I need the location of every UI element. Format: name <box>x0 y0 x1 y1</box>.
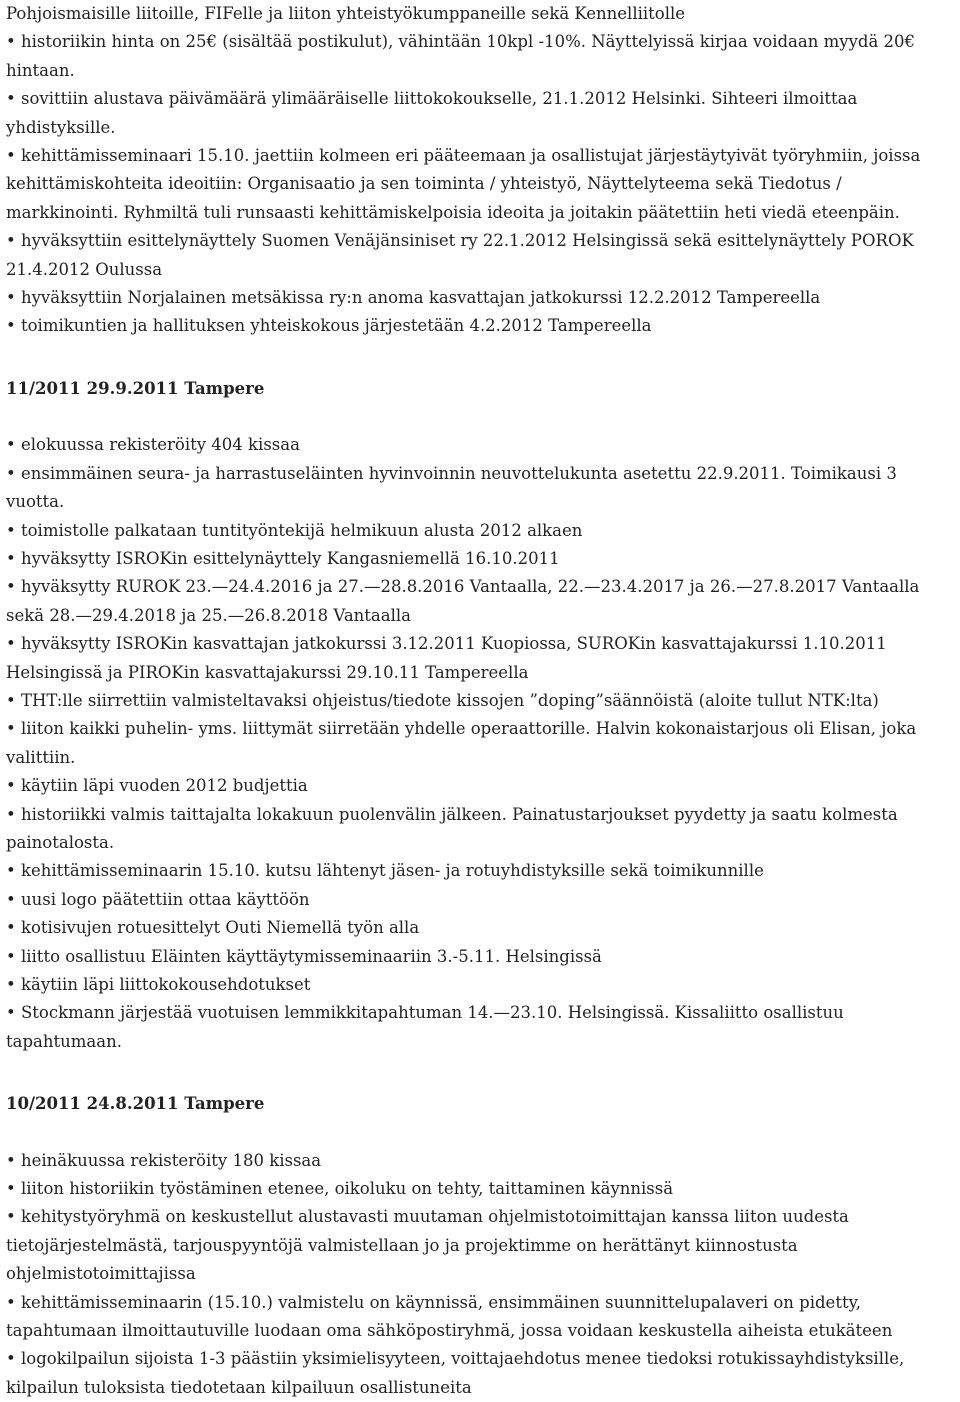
text-line: • historiikin hinta on 25€ (sisältää postikulut), vähintään 10kpl -10%. Näyttelyissä kirjaa voidaan myydä 20€ <box>6 32 916 52</box>
spacer <box>6 1119 954 1147</box>
text-line: markkinointi. Ryhmiltä tuli runsaasti kehittämiskelpoisia ideoita ja joitakin päätettiin heti viedä eteenpäin. <box>6 202 900 222</box>
list-item: • liiton historiikin työstäminen etenee, oikoluku on tehty, taittaminen käynnissä <box>6 1179 674 1199</box>
list-item: tapahtumaan ilmoittautuville luodaan oma sähköpostiryhmä, jossa voidaan keskustella aiheista etukäteen <box>6 1321 893 1341</box>
spacer <box>6 403 954 431</box>
list-item: sekä 28.—29.4.2018 ja 25.—26.8.2018 Vantaalla <box>6 605 411 625</box>
text-line: • sovittiin alustava päivämäärä ylimääräiselle liittokokoukselle, 21.1.2012 Helsinki. Sihteeri ilmoittaa <box>6 89 858 109</box>
list-item: vuotta. <box>6 492 65 512</box>
list-item: valittiin. <box>6 747 76 767</box>
text-line: yhdistyksille. <box>6 117 116 137</box>
list-item: • kehittämisseminaarin 15.10. kutsu lähtenyt jäsen- ja rotuyhdistyksille sekä toimikunnille <box>6 861 764 881</box>
list-item: • hyväksytty ISROKin kasvattajan jatkokurssi 3.12.2011 Kuopiossa, SUROKin kasvattajakurssi 1.10.2011 <box>6 634 887 654</box>
section-heading: 11/2011 29.9.2011 Tampere <box>6 378 265 398</box>
list-item: Helsingissä ja PIROKin kasvattajakurssi 29.10.11 Tampereella <box>6 662 529 682</box>
text-line: kehittämiskohteita ideoitiin: Organisaatio ja sen toiminta / yhteistyö, Näyttelyteema sekä Tiedotus / <box>6 174 842 194</box>
text-line: hintaan. <box>6 60 75 80</box>
list-item: • hyväksytty RUROK 23.—24.4.2016 ja 27.—28.8.2016 Vantaalla, 22.—23.4.2017 ja 26.—27.8.2017 Vantaalla <box>6 577 920 597</box>
text-line: Pohjoismaisille liitoille, FIFelle ja liiton yhteistyökumppaneille sekä Kennelliitolle <box>6 4 686 23</box>
list-item: • uusi logo päätettiin ottaa käyttöön <box>6 889 310 909</box>
top-section <box>6 0 954 341</box>
text-line: • hyväksyttiin Norjalainen metsäkissa ry:n anoma kasvattajan jatkokurssi 12.2.2012 Tampereella <box>6 288 821 308</box>
list-item: • Stockmann järjestää vuotuisen lemmikkitapahtuman 14.—23.10. Helsingissä. Kissaliitto osallistuu <box>6 1003 844 1023</box>
section-10-2011 <box>6 1090 954 1402</box>
list-item: • elokuussa rekisteröity 404 kissaa <box>6 435 300 455</box>
text-line: • toimikuntien ja hallituksen yhteiskokous järjestetään 4.2.2012 Tampereella <box>6 316 652 336</box>
list-item: • kehittämisseminaarin (15.10.) valmistelu on käynnissä, ensimmäinen suunnittelupalaveri on pidetty, <box>6 1292 861 1312</box>
list-item: • käytiin läpi vuoden 2012 budjettia <box>6 776 308 796</box>
list-item: • toimistolle palkataan tuntityöntekijä helmikuun alusta 2012 alkaen <box>6 520 583 540</box>
list-item: • liiton kaikki puhelin- yms. liittymät siirretään yhdelle operaattorille. Halvin kokonaistarjous oli Elisan, joka <box>6 719 917 739</box>
list-item: • liitto osallistuu Eläinten käyttäytymisseminaariin 3.-5.11. Helsingissä <box>6 946 602 966</box>
spacer <box>6 1056 954 1090</box>
list-item: kilpailun tuloksista tiedotetaan kilpailuun osallistuneita <box>6 1377 472 1397</box>
spacer <box>6 341 954 375</box>
list-item: tietojärjestelmästä, tarjouspyyntöjä valmistellaan jo ja projektimme on herättänyt kiinnostusta <box>6 1235 798 1255</box>
text-line: 21.4.2012 Oulussa <box>6 259 163 279</box>
list-item: • kotisivujen rotuesittelyt Outi Niemellä työn alla <box>6 918 420 938</box>
list-item: • kehitystyöryhmä on keskustellut alustavasti muutaman ohjelmistotoimittajan kanssa liiton uudesta <box>6 1207 849 1227</box>
list-item: ohjelmistotoimittajissa <box>6 1264 196 1284</box>
list-item: • THT:lle siirrettiin valmisteltavaksi ohjeistus/tiedote kissojen ”doping”säännöistä (aloite tullut NTK:lta) <box>6 690 879 710</box>
list-item: • heinäkuussa rekisteröity 180 kissaa <box>6 1150 322 1170</box>
list-item: tapahtumaan. <box>6 1031 122 1051</box>
text-line: • kehittämisseminaari 15.10. jaettiin kolmeen eri pääteemaan ja osallistujat järjestäytyivät työryhmiin, joissa <box>6 146 921 166</box>
list-item: • hyväksytty ISROKin esittelynäyttely Kangasniemellä 16.10.2011 <box>6 548 560 568</box>
list-item: • ensimmäinen seura- ja harrastuseläinten hyvinvoinnin neuvottelukunta asetettu 22.9.2011. Toimikausi 3 <box>6 463 897 483</box>
text-line: • hyväksyttiin esittelynäyttely Suomen Venäjänsiniset ry 22.1.2012 Helsingissä sekä esittelynäyttely POROK <box>6 231 914 251</box>
list-item: • logokilpailun sijoista 1-3 päästiin yksimielisyyteen, voittajaehdotus menee tiedoksi rotukissayhdistyksille, <box>6 1349 905 1369</box>
list-item: painotalosta. <box>6 832 115 852</box>
list-item: • historiikki valmis taittajalta lokakuun puolenvälin jälkeen. Painatustarjoukset pyydetty ja saatu kolmesta <box>6 804 898 824</box>
section-11-2011 <box>6 375 954 1056</box>
list-item: • käytiin läpi liittokokousehdotukset <box>6 975 311 994</box>
section-heading: 10/2011 24.8.2011 Tampere <box>6 1094 265 1114</box>
